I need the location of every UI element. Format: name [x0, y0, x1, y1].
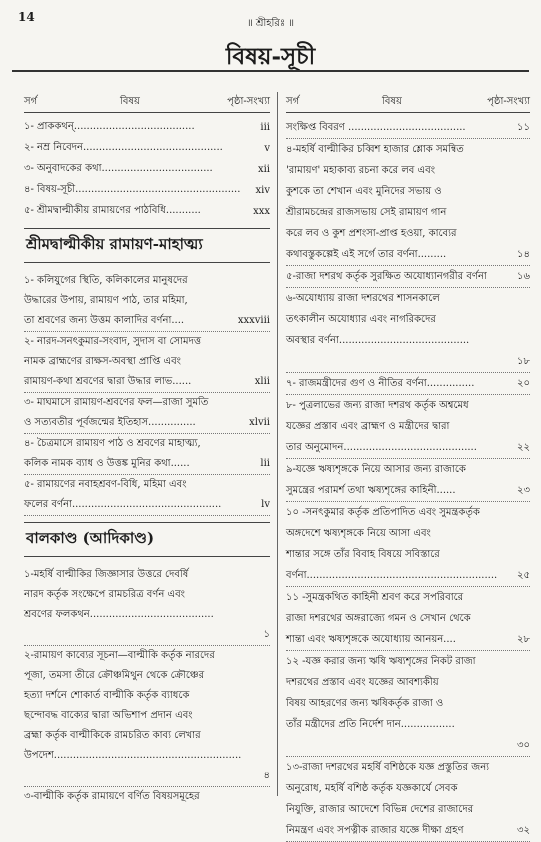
toc-entry-line: ১২ -যজ্ঞ করার জন্য ঋষি ঋষ্যশৃঙ্গের নিকট রাজা	[286, 656, 476, 667]
toc-page-number: ১	[263, 629, 270, 640]
toc-entry-line: যজ্ঞের প্রস্তাব এবং ব্রাহ্মণ ও মন্ত্রীদের দ্বারা	[286, 421, 450, 432]
toc-entry	[24, 117, 270, 138]
toc-entry-line: ২- নম্র নিবেদন............................................	[24, 142, 223, 153]
toc-entry-line: রাজা দশরথের অঙ্গরাজ্যে গমন ও সেখান থেকে	[286, 613, 471, 624]
toc-entry	[286, 117, 530, 139]
toc-entry	[24, 393, 270, 434]
toc-entry-line: ৫-রাজা দশরথ কর্তৃক সুরক্ষিত অযোধ্যানগরীর বর্ণনা	[286, 271, 487, 282]
toc-page-number: ১১	[517, 122, 530, 133]
toc-entry-line: ৯-যজ্ঞে ঋষ্যশৃঙ্গকে নিয়ে আসার জন্য রাজাকে	[286, 464, 466, 475]
toc-entry-line: শ্রবণের ফলকথন.......................................	[24, 609, 214, 620]
toc-entry	[24, 475, 270, 516]
toc-entry-line: ১৩-রাজা দশরথের মহর্ষি বশিষ্ঠকে যজ্ঞ প্রস্তুতির জন্য	[286, 762, 490, 773]
toc-entry-line: ১১ -সুমন্ত্রকথিত কাহিনী শ্রবণ করে সপরিবারে	[286, 592, 464, 603]
toc-entry-line: ৪- চৈত্রমাসে রামায়ণ পাঠ ও শ্রবণের মাহাত্ম্য,	[24, 438, 201, 449]
toc-entry	[24, 332, 270, 393]
toc-entry-line: ৩- অনুবাদকের কথা...................................	[24, 163, 213, 174]
toc-entry-line: ১- কলিযুগের স্থিতি, কলিকালের মানুষদের	[24, 275, 188, 286]
left-header	[24, 92, 270, 112]
toc-entry-line: শান্তা এবং ঋষ্যশৃঙ্গকে অযোধ্যায় আনয়ন....	[286, 634, 456, 645]
toc-entry-line: 'রামায়ণ' মহাকাব্য রচনা করে লব এবং	[286, 165, 436, 176]
toc-entry-line: ৫- শ্রীমদ্বাল্মীকীয় রামায়ণের পাঠবিধি...........	[24, 205, 201, 216]
toc-entry	[24, 646, 270, 787]
toc-entry-line: অঙ্গদেশে ঋষ্যশৃঙ্গকে নিয়ে আসা এবং	[286, 528, 431, 539]
toc-entry-line: কথাবস্তুকল্পেই এই সর্গে তার বর্ণনা.........	[286, 249, 447, 260]
toc-entry	[286, 459, 530, 502]
toc-page-number: ৩২	[516, 825, 530, 836]
toc-entry	[24, 138, 270, 159]
toc-page-number: lv	[261, 499, 270, 510]
toc-page-number: ২৮	[517, 634, 530, 645]
toc-entry-line: রামায়ণ-কথা শ্রবণের দ্বারা উদ্ধার লাভ......	[24, 376, 192, 387]
header-page: পৃষ্ঠা-সংখ্যা	[227, 96, 270, 107]
toc-entry	[286, 288, 530, 373]
header-bishay: বিষয়	[120, 96, 140, 107]
header-rule	[24, 112, 270, 113]
toc-entry	[24, 787, 270, 807]
toc-entry-line: হত্যা দর্শনে শোকার্ত বাল্মীকি কর্তৃক ব্যাধকে	[24, 690, 190, 701]
balakanda-list	[24, 565, 270, 807]
toc-entry-line: ও সত্যবতীর পূর্বজন্মের ইতিহাস...............	[24, 417, 196, 428]
front-matter-list	[24, 117, 270, 222]
toc-entry-line: ৪- বিষয়-সূচী....................................................	[24, 184, 241, 195]
toc-entry	[286, 139, 530, 266]
toc-entry-line: শান্তার সঙ্গে তাঁর বিবাহ বিষয়ে সবিস্তারে	[286, 549, 440, 560]
toc-entry-line: উদ্ধারের উপায়, রামায়ণ পাঠ, তার মহিমা,	[24, 295, 188, 306]
toc-entry-line: ২-রামায়ণ কাব্যের সূচনা—বাল্মীকি কর্তৃক নারদের	[24, 650, 215, 661]
toc-entry-line: নিমন্ত্রণ এবং সপত্নীক রাজার যজ্ঞে দীক্ষা গ্রহণ	[286, 825, 464, 836]
toc-page-number: iii	[260, 122, 270, 133]
toc-entry-line: তার অনুমোদন..........................................	[286, 442, 477, 453]
toc-entry-line: সুমন্ত্রের পরামর্শ তথা ঋষ্যশৃঙ্গের কাহিনী......	[286, 485, 456, 496]
toc-entry-line: ৭- রাজমন্ত্রীদের গুণ ও নীতির বর্ণনা...............	[286, 378, 475, 389]
toc-entry-line: ১০ -সনৎকুমার কর্তৃক প্রতিপাদিত এবং সুমন্ত্রকর্তৃক	[286, 507, 480, 518]
toc-entry-line: অনুরোধ, মহর্ষি বশিষ্ঠ কর্তৃক যজ্ঞকার্যে সেবক	[286, 783, 458, 794]
toc-entry-line: অবস্থার বর্ণনা.........................................	[286, 335, 470, 346]
toc-entry-line: ৬-অযোধ্যায় রাজা দশরথের শাসনকালে	[286, 293, 440, 304]
header-page: পৃষ্ঠা-সংখ্যা	[487, 96, 530, 107]
toc-entry-line: করে লব ও কুশ প্রশংসা-প্রাপ্ত হওয়া, কাব্যের	[286, 228, 457, 239]
toc-entry-line: ১- প্রাককথন্......................................	[24, 121, 195, 132]
toc-page-number: v	[264, 143, 270, 154]
toc-entry	[24, 201, 270, 222]
toc-entry	[286, 266, 530, 288]
toc-entry-line: নারদ কর্তৃক সংক্ষেপে রামচরিত্র বর্ণন এবং	[24, 589, 185, 600]
toc-page-number: ১৬	[517, 271, 530, 282]
balakanda-list-continued	[286, 117, 530, 842]
toc-entry-line: শ্রীরামচন্দ্রের রাজসভায় সেই রামায়ণ গান	[286, 207, 447, 218]
toc-entry-line: কলিক নামক ব্যাধ ও উত্তঙ্ক মুনির কথা......	[24, 458, 190, 469]
toc-entry	[24, 434, 270, 475]
toc-entry-line: দশরথের প্রস্তাব এবং যজ্ঞের আবশ্যকীয়	[286, 677, 439, 688]
toc-entry-line: ৪-মহর্ষি বাল্মীকির চব্বিশ হাজার শ্লোক সমন্বিত	[286, 144, 464, 155]
toc-entry-line: উপদেশ...........................................................	[24, 750, 242, 761]
mahatmya-list	[24, 271, 270, 516]
toc-entry-line: কুশকে তা শেখান এবং মুনিদের সভায় ও	[286, 186, 442, 197]
toc-page-number: xlvii	[249, 417, 270, 428]
section-heading-balakanda: বালকাণ্ড (আদিকাণ্ড)	[24, 522, 270, 557]
page-title: বিষয়-সূচী	[225, 43, 316, 70]
toc-page-number: xii	[257, 164, 270, 175]
title-rule	[12, 70, 529, 72]
header-sarga: সর্গ	[286, 96, 300, 107]
section-heading-mahatmya: শ্রীমদ্বাল্মীকীয় রামায়ণ-মাহাত্ম্য	[24, 228, 270, 263]
toc-page-number: ২৩	[516, 485, 530, 496]
page-number: 14	[18, 10, 35, 24]
left-column	[24, 92, 270, 807]
toc-page-number: ১৮	[517, 356, 530, 367]
toc-entry	[24, 271, 270, 332]
toc-page-number: xlii	[254, 376, 270, 387]
toc-entry-line: ৩-বাল্মীকি কর্তৃক রামায়ণে বর্ণিত বিষয়সমূহের	[24, 791, 200, 802]
toc-entry-line: নিযুক্তি, রাজার আদেশে বিভিন্ন দেশের রাজাদের	[286, 804, 474, 815]
toc-entry-line: তাঁর মন্ত্রীদের প্রতি নির্দেশ দান.................	[286, 719, 455, 730]
toc-entry-line: ১-মহর্ষি বাল্মীকির জিজ্ঞাসার উত্তরে দেবর্ষি	[24, 569, 189, 580]
invocation: ॥ শ্রীহরিঃ ॥	[246, 18, 295, 29]
toc-page-number: xxxviii	[237, 315, 270, 326]
toc-entry-line	[24, 766, 270, 786]
toc-entry-line: ফলের বর্ণনা...............................................	[24, 499, 222, 510]
toc-page-number: ১৪	[517, 249, 530, 260]
toc-entry	[286, 502, 530, 587]
toc-entry-line: পূজা, তমসা তীরে ক্রৌঞ্চমিথুন থেকে ক্রৌঞ্চের	[24, 670, 205, 681]
toc-entry-line: ছন্দোবদ্ধ বাক্যের দ্বারা অভিশাপ প্রদান এবং	[24, 710, 193, 721]
toc-page-number: ২৫	[517, 570, 530, 581]
toc-page-number: ৩০	[516, 740, 530, 751]
toc-entry-line: সংক্ষিপ্ত বিবরণ .....................................	[286, 122, 466, 133]
toc-entry-line: ৮- পুত্রলাভের জন্য রাজা দশরথ কর্তৃক অশ্বমেধ	[286, 400, 469, 411]
toc-entry	[286, 395, 530, 459]
toc-entry-line: ২- নারদ-সনৎকুমার-সংবাদ, সুদাস বা সোমদত্ত	[24, 336, 202, 347]
toc-page-number: ২২	[516, 442, 530, 453]
column-divider	[277, 92, 278, 796]
toc-entry-line: তা শ্রবণের জন্য উত্তম কালাদির বর্ণনা....	[24, 315, 185, 326]
toc-page-number: ৪	[263, 770, 270, 781]
toc-entry-line: বিষয় আহরণের জন্য ঋষিকর্তৃক রাজা ও	[286, 698, 444, 709]
toc-entry	[24, 565, 270, 646]
toc-page-number: lii	[260, 458, 270, 469]
toc-page-number: xxx	[253, 206, 270, 217]
toc-entry-line: ব্রহ্মা কর্তৃক বাল্মীকিকে রামচরিত কাব্য লেখার	[24, 730, 201, 741]
toc-entry	[286, 373, 530, 395]
header-bishay: বিষয়	[382, 96, 402, 107]
toc-page-number: xiv	[255, 185, 270, 196]
header-rule	[286, 112, 530, 113]
toc-entry	[24, 159, 270, 180]
toc-entry-line	[24, 625, 270, 645]
toc-entry	[286, 651, 530, 757]
toc-entry	[24, 180, 270, 201]
toc-entry-line: নামক ব্রাহ্মণের রাক্ষস-অবস্থা প্রাপ্তি এবং	[24, 356, 181, 367]
toc-entry-line: তৎকালীন অযোধ্যার এবং নাগরিকদের	[286, 314, 436, 325]
toc-entry	[286, 587, 530, 651]
right-header	[286, 92, 530, 112]
toc-entry-line: ৩- মাঘমাসে রামায়ণ-শ্রবণের ফল—রাজা সুমতি	[24, 397, 209, 408]
toc-entry-line	[286, 735, 530, 756]
toc-page-number: ২০	[516, 378, 530, 389]
toc-entry-line: ৫- রামায়ণের নবাহশ্রবণ-বিধি, মহিমা এবং	[24, 479, 187, 490]
right-column	[286, 92, 530, 842]
toc-entry-line	[286, 351, 530, 372]
toc-entry-line: বর্ণনা............................................................	[286, 570, 498, 581]
header-sarga: সর্গ	[24, 96, 38, 107]
